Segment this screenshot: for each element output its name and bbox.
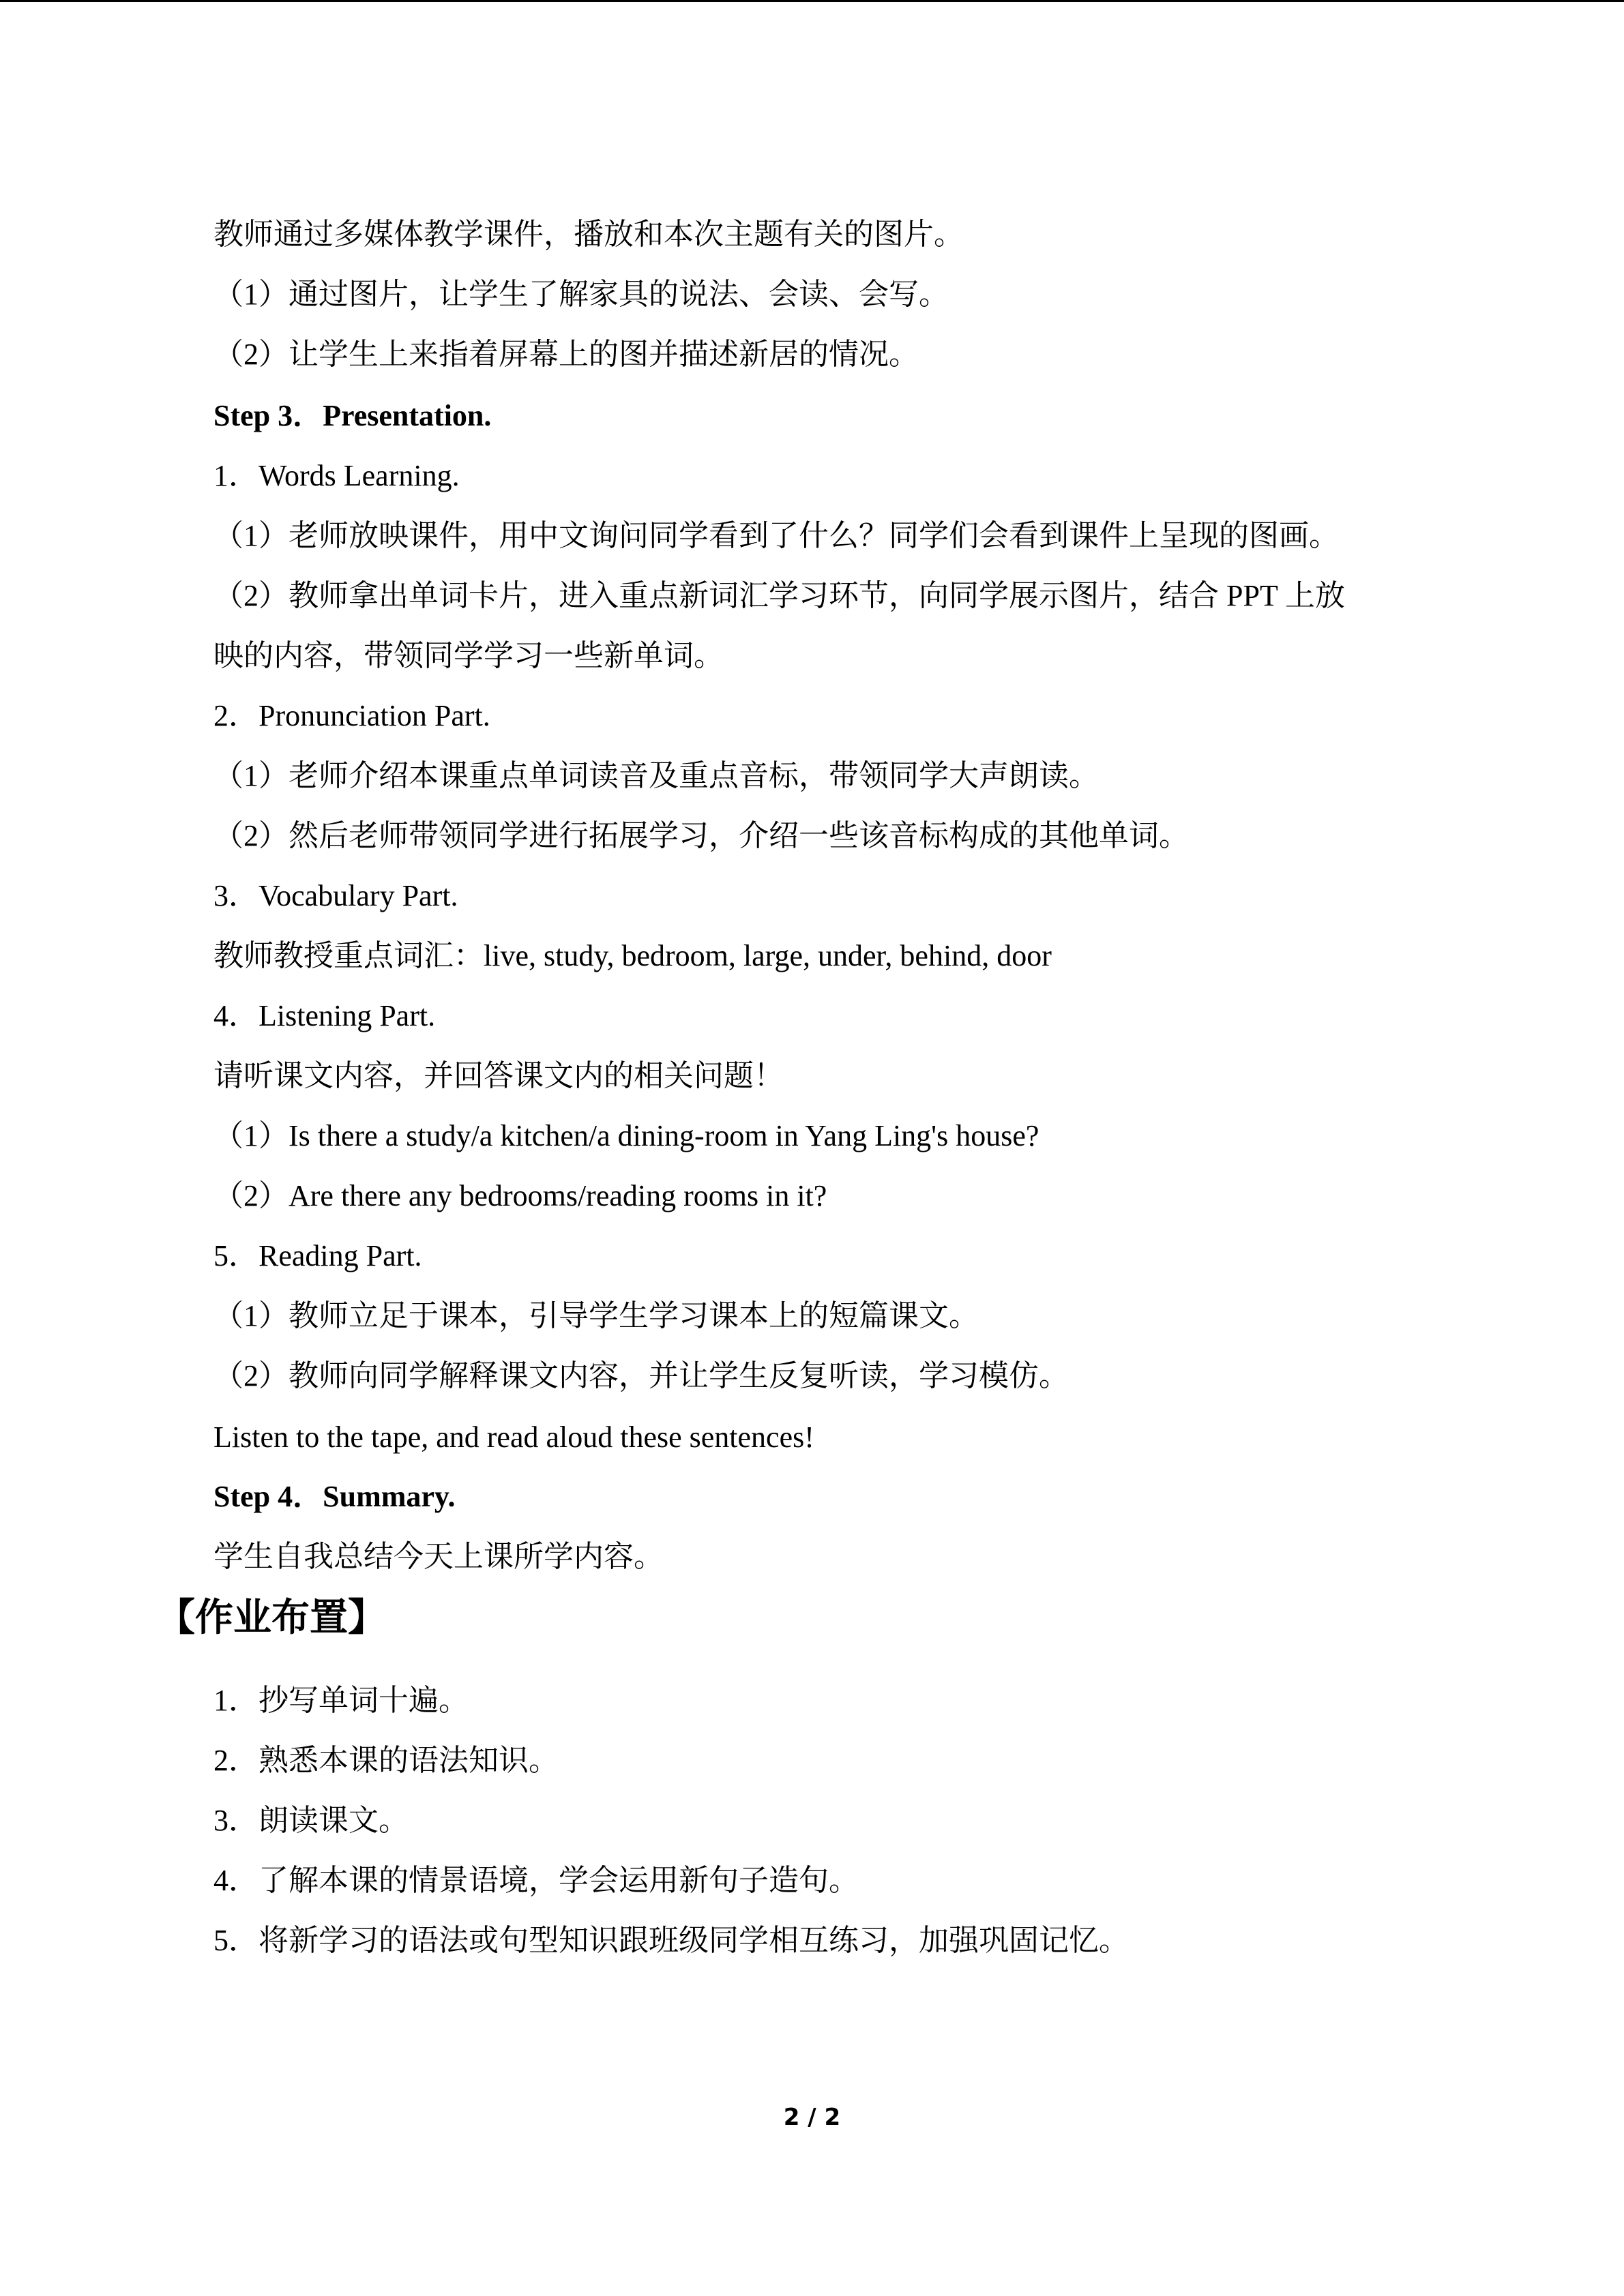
body-line: （1）通过图片，让学生了解家具的说法、会读、会写。 xyxy=(213,278,949,311)
homework-heading: 【作业布置】 xyxy=(157,1596,386,1640)
body-line: 映的内容，带领同学学习一些新单词。 xyxy=(213,639,724,672)
body-line: 教师通过多媒体教学课件，播放和本次主题有关的图片。 xyxy=(213,218,964,251)
body-line: 学生自我总结今天上课所学内容。 xyxy=(213,1540,664,1573)
body-line: （2）教师拿出单词卡片，进入重点新词汇学习环节，向同学展示图片，结合 PPT 上放 xyxy=(213,579,1346,612)
page-number: 2 / 2 xyxy=(783,2104,841,2131)
homework-item: 2．熟悉本课的语法知识。 xyxy=(213,1744,559,1777)
homework-item: 5．将新学习的语法或句型知识跟班级同学相互练习，加强巩固记忆。 xyxy=(213,1924,1129,1957)
body-line: 5．Reading Part. xyxy=(213,1239,422,1272)
body-line: （2）教师向同学解释课文内容，并让学生反复听读，学习模仿。 xyxy=(213,1359,1069,1392)
body-line: （2）Are there any bedrooms/reading rooms in it? xyxy=(213,1179,827,1212)
body-line: Listen to the tape, and read aloud these sentences! xyxy=(213,1420,814,1454)
homework-item: 4．了解本课的情景语境，学会运用新句子造句。 xyxy=(213,1864,859,1897)
top-border-rule xyxy=(0,0,1624,2)
body-line: （2）然后老师带领同学进行拓展学习，介绍一些该音标构成的其他单词。 xyxy=(213,819,1189,852)
homework-item: 3．朗读课文。 xyxy=(213,1804,409,1837)
body-line: 教师教授重点词汇：live, study, bedroom, large, under, behind, door xyxy=(213,939,1052,972)
body-line: （1）教师立足于课本，引导学生学习课本上的短篇课文。 xyxy=(213,1299,979,1332)
body-line: 请听课文内容，并回答课文内的相关问题！ xyxy=(213,1059,784,1092)
body-line: （1）老师放映课件，用中文询问同学看到了什么？同学们会看到课件上呈现的图画。 xyxy=(213,519,1339,552)
step-heading: Step 4．Summary. xyxy=(213,1480,456,1513)
body-line: 3．Vocabulary Part. xyxy=(213,879,458,912)
body-line: 4．Listening Part. xyxy=(213,999,436,1032)
step-heading: Step 3．Presentation. xyxy=(213,399,492,432)
body-line: 2．Pronunciation Part. xyxy=(213,699,490,732)
body-line: （2）让学生上来指着屏幕上的图并描述新居的情况。 xyxy=(213,338,919,371)
body-line: （1）Is there a study/a kitchen/a dining-room in Yang Ling's house? xyxy=(213,1119,1039,1152)
homework-item: 1．抄写单词十遍。 xyxy=(213,1684,469,1717)
body-line: （1）老师介绍本课重点单词读音及重点音标，带领同学大声朗读。 xyxy=(213,759,1099,792)
body-line: 1．Words Learning. xyxy=(213,459,460,492)
